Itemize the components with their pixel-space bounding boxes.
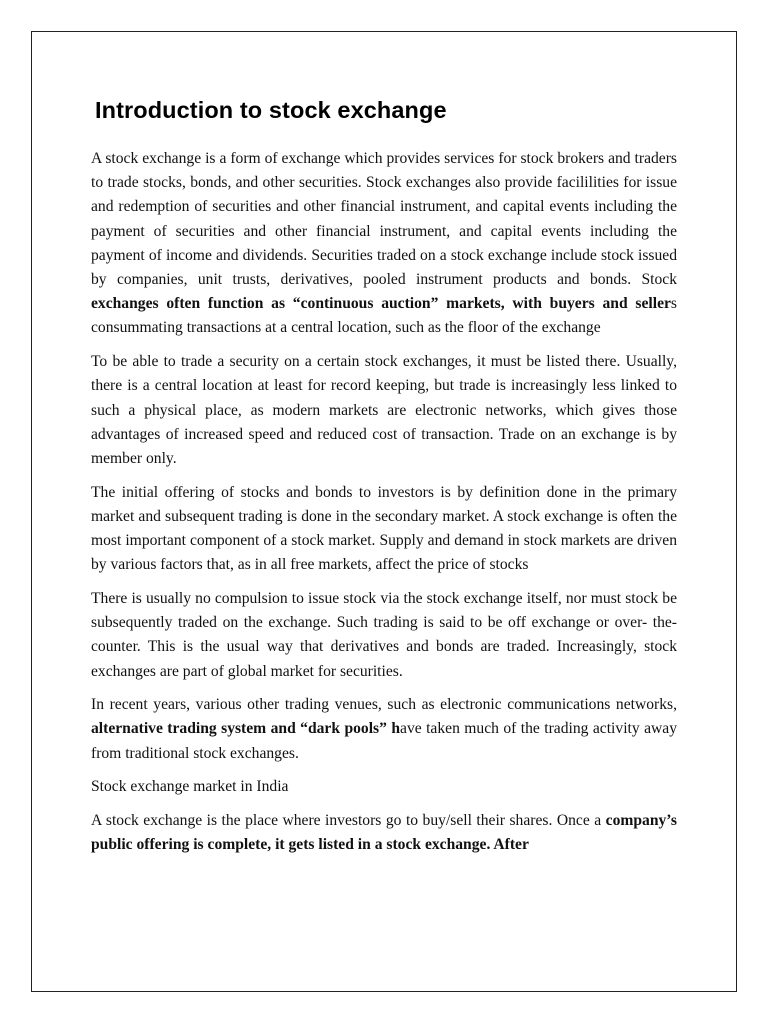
paragraph-intro <box>91 147 677 341</box>
text-run: A stock exchange is a form of exchange which provides services for stock brokers and traders to trade stocks, bonds, and other securities. Stock exchanges also provide facililities for issue and redemption of securities and other financial instrument, and capital events including the payment of securities and other financial instrument, and capital events including the payment of income and dividends. Securities traded on a stock exchange include stock issued by companies, unit trusts, derivatives, pooled instrument products and bonds. Stock <box>91 150 677 289</box>
text-run: Stock exchange market in India <box>91 778 289 796</box>
document-body <box>91 147 677 867</box>
bold-text-run: company’s public offering is complete, it gets listed in a stock exchange. After <box>91 812 677 854</box>
paragraph-listing <box>91 350 677 471</box>
text-run: A stock exchange is the place where investors go to buy/sell their shares. Once a <box>91 812 606 830</box>
text-run: In recent years, various other trading venues, such as electronic communications networks, <box>91 696 677 714</box>
paragraph-trading-venues <box>91 693 677 766</box>
text-run: There is usually no compulsion to issue stock via the stock exchange itself, nor must stock be subsequently traded on the exchange. Such trading is said to be off exchange or over- the- counter. This is the usual way that derivatives and bonds are traded. Increasingly, stock exchanges are part of global market for securities. <box>91 589 677 680</box>
bold-text-run: exchanges often function as “continuous auction” markets, with buyers and seller <box>91 295 671 313</box>
text-run: The initial offering of stocks and bonds to investors is by definition done in the primary market and subsequent trading is done in the secondary market. A stock exchange is often the most important component of a stock market. Supply and demand in stock markets are driven by various factors that, as in all free markets, affect the price of stocks <box>91 483 677 574</box>
document-title: Introduction to stock exchange <box>95 97 447 123</box>
paragraph-primary-market <box>91 481 677 578</box>
text-run: To be able to trade a security on a certain stock exchanges, it must be listed there. Usually, there is a central location at least for record keeping, but trade is increasingly less linked to such a physical place, as modern markets are electronic networks, which gives those advantages of increased speed and reduced cost of transaction. Trade on an exchange is by member only. <box>91 353 677 467</box>
text-run: ave taken much of the trading activity away from traditional stock exchanges. <box>91 720 677 762</box>
bold-text-run: alternative trading system and “dark pools” h <box>91 720 401 738</box>
paragraph-india-intro <box>91 809 677 857</box>
paragraph-otc <box>91 587 677 684</box>
section-heading-india <box>91 775 677 799</box>
text-run: s consummating transactions at a central location, such as the floor of the exchange <box>91 295 677 337</box>
